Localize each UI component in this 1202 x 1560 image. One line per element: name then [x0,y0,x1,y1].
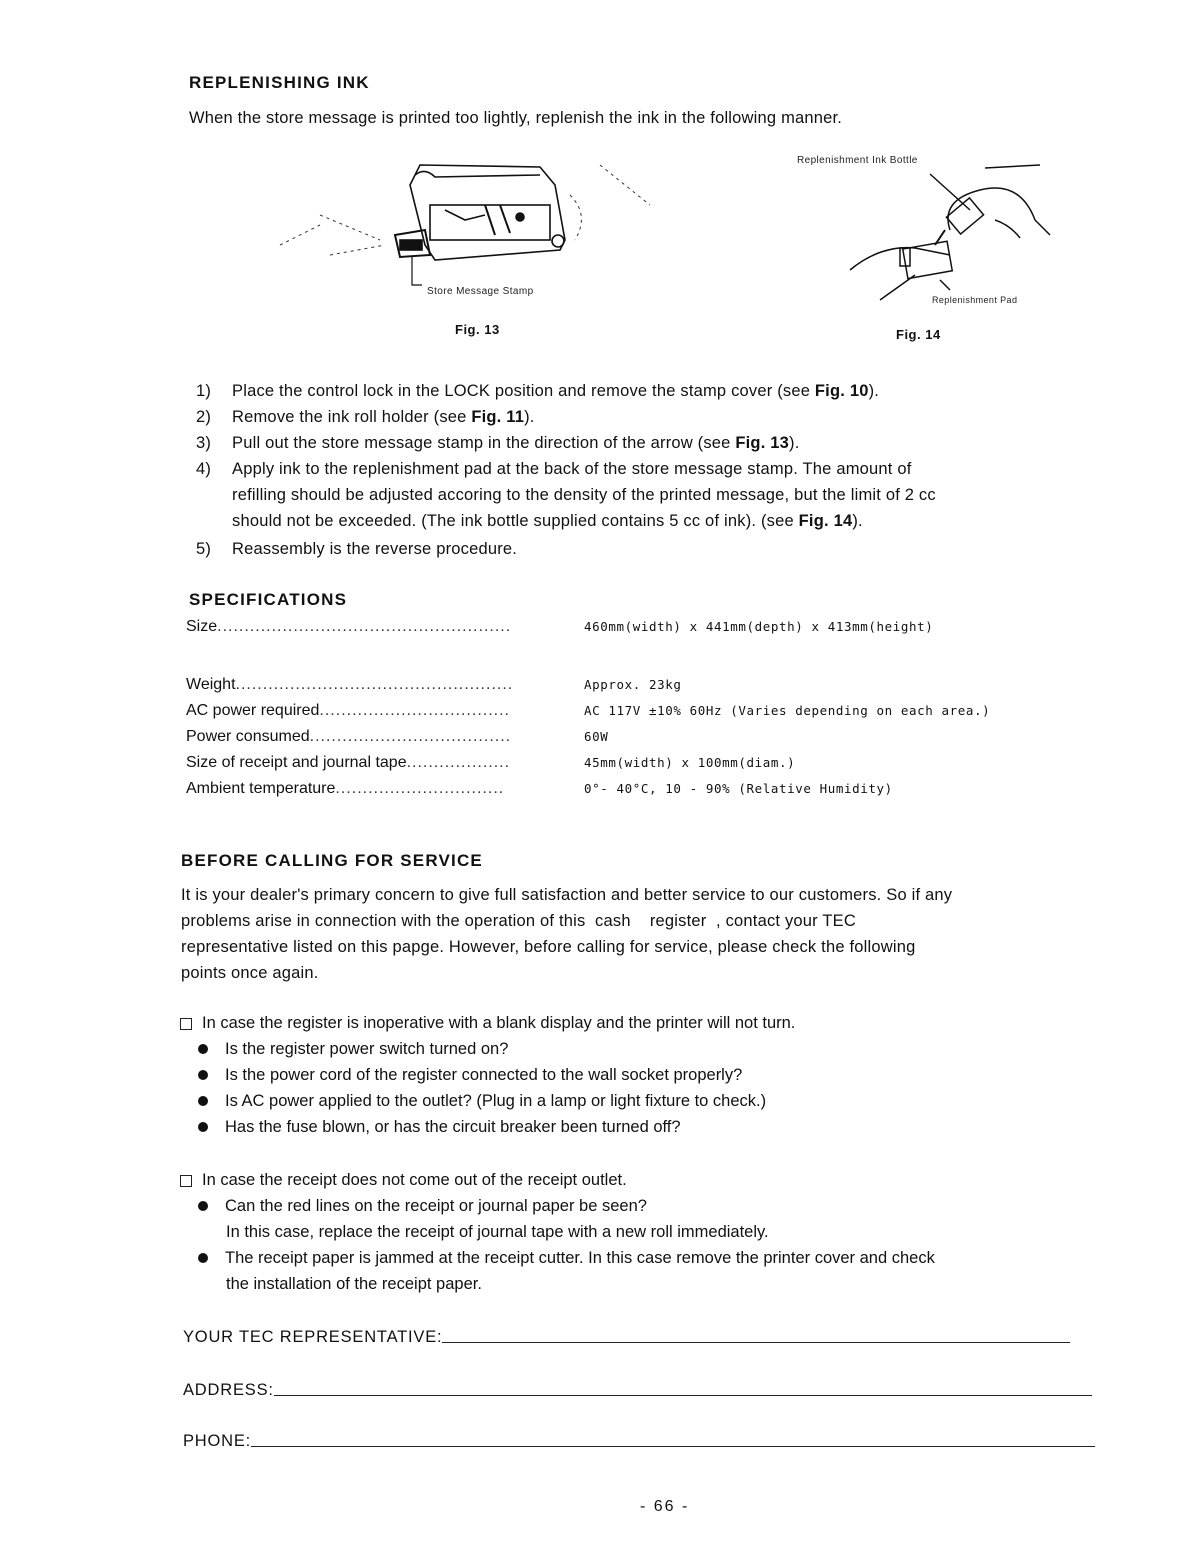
point-text: Is the register power switch turned on? [225,1040,509,1058]
case-title-text: In case the receipt does not come out of the receipt outlet. [202,1171,627,1189]
spec-row-weight [186,676,682,694]
step-text-end: ). [524,408,535,426]
spec-label-text: Size of receipt and journal tape [186,754,407,771]
step-text: Remove the ink roll holder (see [232,408,472,426]
step-3 [196,430,1126,456]
step-5 [196,536,1126,562]
spec-row-size [186,618,933,636]
section-heading-before-calling-for-service: BEFORE CALLING FOR SERVICE [181,851,483,870]
step-2 [196,404,1126,430]
point-text: Is AC power applied to the outlet? (Plug in a lamp or light fixture to check.) [225,1092,767,1110]
spec-label-text: Ambient temperature [186,780,336,797]
stamp-mechanism-drawing-icon [260,145,680,305]
step-1 [196,378,1126,404]
spec-row-ac-power [186,702,990,720]
point-text: Is the power cord of the register connected to the wall socket properly? [225,1066,743,1084]
bullet-icon [198,1253,208,1263]
figure-reference: Fig. 14 [798,512,853,530]
step-number: 3) [196,434,212,452]
leader-dots: ................................... [319,702,510,719]
figure-14-label: Fig. 14 [896,327,941,342]
leader-dots: ............................... [335,780,505,797]
spec-label-text: Size [186,618,218,635]
paragraph-line: problems arise in connection with the operation of this cash register , contact your TEC [181,912,856,930]
bullet-icon [198,1096,208,1106]
step-text: Apply ink to the replenishment pad at the back of the store message stamp. The amount of [232,460,912,478]
checkbox-icon [180,1175,192,1187]
checkbox-icon [180,1018,192,1030]
step-text-end: ). [868,382,880,400]
spec-label [186,780,584,798]
leader-dots: ...................................................... [217,618,512,635]
spec-label [186,728,584,746]
callout-replenishment-pad: Replenishment Pad [932,295,1018,305]
case-1-point-4 [198,1118,681,1137]
step-number: 1) [196,382,212,400]
step-text-end: ). [789,434,800,452]
case-2-point-2 [198,1249,935,1268]
case-1-point-2 [198,1066,742,1085]
spec-label [186,676,584,694]
point-text: The receipt paper is jammed at the receipt cutter. In this case remove the printer cover and check [225,1249,935,1267]
spec-value: 60W [584,729,609,744]
spec-value: 0°- 40°C, 10 - 90% (Relative Humidity) [584,781,893,796]
address-label: ADDRESS: [183,1381,274,1399]
phone-blank-line[interactable] [251,1445,1095,1447]
step-4 [196,456,1126,534]
step-number: 4) [196,460,212,478]
leader-dots: ..................................... [309,728,512,745]
leader-dots: ................................................... [235,676,514,693]
callout-replenishment-ink-bottle: Replenishment Ink Bottle [797,155,918,166]
step-number: 2) [196,408,212,426]
spec-row-power-consumed [186,728,608,746]
figure-reference: Fig. 10 [814,382,869,400]
spec-value: 45mm(width) x 100mm(diam.) [584,755,796,770]
page-number: - 66 - [640,1498,690,1515]
step-number: 5) [196,540,212,558]
address-field[interactable] [183,1381,1092,1400]
case-1-title [180,1014,795,1033]
step-text-end: ). [852,512,863,530]
step-text-line3 [196,508,1126,534]
spec-label [186,618,584,636]
representative-blank-line[interactable] [442,1341,1070,1343]
replenishing-intro: When the store message is printed too lightly, replenish the ink in the following manner. [189,109,843,127]
figure-13-illustration [260,145,680,305]
bullet-icon [198,1201,208,1211]
phone-label: PHONE: [183,1432,252,1450]
case-2-point-1-continuation: In this case, replace the receipt of journal tape with a new roll immediately. [226,1223,769,1241]
figure-13-label: Fig. 13 [455,322,500,337]
spec-row-tape-size [186,754,795,772]
section-heading-specifications: SPECIFICATIONS [189,590,348,609]
address-blank-line[interactable] [274,1394,1092,1396]
bullet-icon [198,1122,208,1132]
spec-label-text: AC power required [186,702,320,719]
phone-field[interactable] [183,1432,1095,1451]
figure-reference: Fig. 11 [471,408,525,426]
ink-bottle-and-pad-drawing-icon [820,160,1060,310]
spec-label [186,754,584,772]
bullet-icon [198,1070,208,1080]
case-2-point-1 [198,1197,647,1216]
case-2-title [180,1171,627,1190]
spec-label-text: Power consumed [186,728,310,745]
spec-value: Approx. 23kg [584,677,682,692]
figure-14-illustration [820,160,1060,310]
spec-label [186,702,584,720]
callout-store-message-stamp: Store Message Stamp [427,286,534,297]
point-text: Has the fuse blown, or has the circuit breaker been turned off? [225,1118,681,1136]
paragraph-line: It is your dealer's primary concern to give full satisfaction and better service to our customers. So if any [181,886,953,904]
spec-value: 460mm(width) x 441mm(depth) x 413mm(height) [584,619,934,634]
step-text: refilling should be adjusted accoring to the density of the printed message, but the limit of 2 cc [232,486,936,504]
step-text: Pull out the store message stamp in the direction of the arrow (see [232,434,736,452]
representative-field[interactable] [183,1328,1070,1347]
bullet-icon [198,1044,208,1054]
case-1-point-3 [198,1092,766,1111]
case-title-text: In case the register is inoperative with a blank display and the printer will not turn. [202,1014,796,1032]
section-heading-replenishing-ink: REPLENISHING INK [189,73,370,92]
service-paragraph [181,882,1111,986]
paragraph-line: representative listed on this papge. However, before calling for service, please check the following [181,938,916,956]
case-1-point-1 [198,1040,508,1059]
spec-value: AC 117V ±10% 60Hz (Varies depending on each area.) [584,703,991,718]
step-text: should not be exceeded. (The ink bottle supplied contains 5 cc of ink). (see [232,512,799,530]
leader-dots: ................... [406,754,511,771]
paragraph-line: points once again. [181,964,319,982]
step-text: Reassembly is the reverse procedure. [232,540,518,558]
case-2-point-2-continuation: the installation of the receipt paper. [226,1275,482,1293]
figure-reference: Fig. 13 [735,434,790,452]
representative-label: YOUR TEC REPRESENTATIVE: [183,1328,443,1346]
spec-row-ambient-temperature [186,780,893,798]
spec-label-text: Weight [186,676,236,693]
step-text: Place the control lock in the LOCK position and remove the stamp cover (see [232,382,815,400]
point-text: Can the red lines on the receipt or journal paper be seen? [225,1197,647,1215]
